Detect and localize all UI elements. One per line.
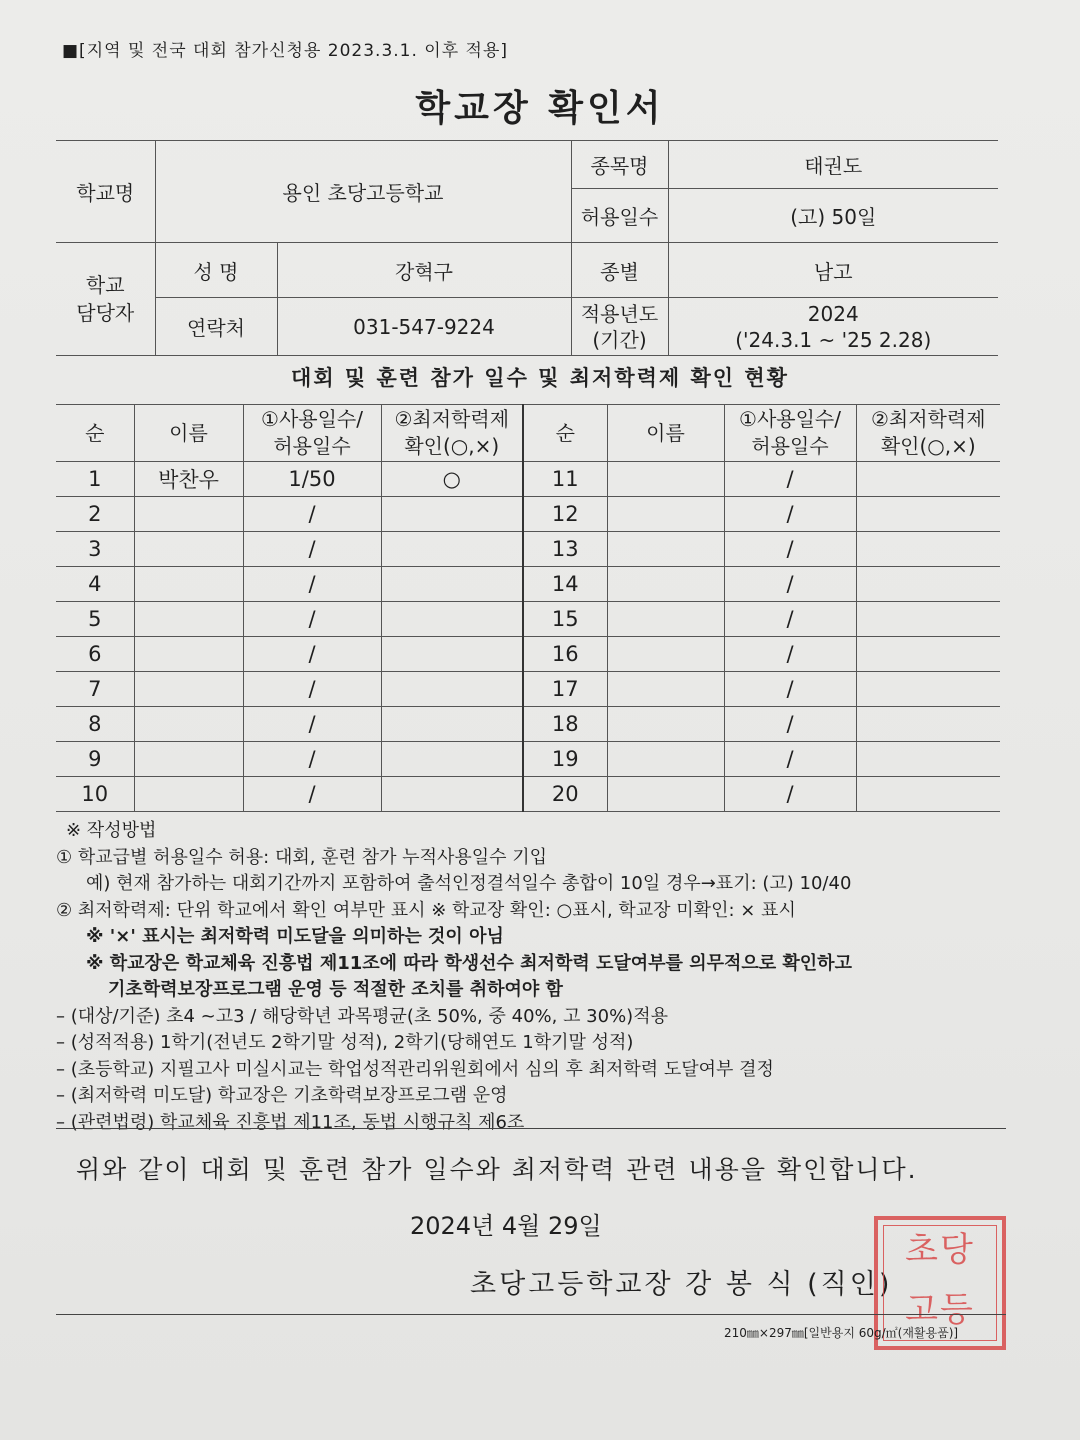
row-number: 4 [56, 567, 134, 602]
table-row [56, 532, 1000, 567]
used-days: / [243, 707, 381, 742]
used-days: / [243, 497, 381, 532]
student-name [607, 532, 724, 567]
divider [56, 1314, 1006, 1315]
min-academic-check [856, 462, 1000, 497]
min-academic-check [856, 602, 1000, 637]
used-days: / [243, 672, 381, 707]
student-name [607, 707, 724, 742]
form-usage-note: ■[지역 및 전국 대회 참가신청용 2023.3.1. 이후 적용] [62, 41, 509, 61]
student-name [607, 567, 724, 602]
apply-year-label: 적용년도 (기간) [571, 298, 668, 356]
used-days: / [724, 707, 856, 742]
instruction-line: – (초등학교) 지필고사 미실시교는 학업성적관리위원회에서 심의 후 최저학력 도달여부 결정 [56, 1058, 774, 1080]
principal-signature-line: 초당고등학교장 강 봉 식 (직인) [470, 1269, 893, 1300]
row-number: 13 [523, 532, 607, 567]
status-section-title: 대회 및 훈련 참가 일수 및 최저학력제 확인 현황 [291, 366, 789, 390]
student-name [134, 497, 243, 532]
min-academic-check [856, 637, 1000, 672]
school-name-value: 용인 초당고등학교 [155, 141, 571, 243]
table-row [56, 742, 1000, 777]
instruction-line: ① 학교급별 허용일수 허용: 대회, 훈련 참가 누적사용일수 기입 [56, 846, 548, 868]
min-academic-check [856, 707, 1000, 742]
sport-label: 종목명 [571, 141, 668, 189]
student-name [134, 567, 243, 602]
row-number: 7 [56, 672, 134, 707]
row-number: 18 [523, 707, 607, 742]
used-days: / [724, 742, 856, 777]
student-name [134, 777, 243, 812]
table-row [56, 462, 1000, 497]
allowed-days-label: 허용일수 [571, 189, 668, 243]
paper-spec: 210㎜×297㎜[일반용지 60g/㎡(재활용품)] [724, 1326, 959, 1340]
header-name: 이름 [134, 405, 243, 462]
table-row [56, 637, 1000, 672]
used-days: / [243, 567, 381, 602]
used-days: 1/50 [243, 462, 381, 497]
row-number: 14 [523, 567, 607, 602]
student-name [607, 672, 724, 707]
manager-name-label: 성 명 [155, 243, 277, 298]
used-days: / [724, 777, 856, 812]
used-days: / [724, 567, 856, 602]
min-academic-check [856, 567, 1000, 602]
instruction-line: ② 최저학력제: 단위 학교에서 확인 여부만 표시 ※ 학교장 확인: ○표시, 학교장 미확인: × 표시 [56, 899, 796, 921]
used-days: / [724, 602, 856, 637]
row-number: 16 [523, 637, 607, 672]
contact-value: 031-547-9224 [277, 298, 571, 356]
min-academic-check [856, 777, 1000, 812]
instruction-line: – (성적적용) 1학기(전년도 2학기말 성적), 2학기(당해연도 1학기말 성적) [56, 1032, 634, 1053]
header-used-days: ①사용일수/ 허용일수 [243, 405, 381, 462]
student-name [607, 742, 724, 777]
row-number: 5 [56, 602, 134, 637]
instruction-line: – (대상/기준) 초4 ~고3 / 해당학년 과목평균(초 50%, 중 40%, 고 30%)적용 [56, 1005, 668, 1027]
row-number: 9 [56, 742, 134, 777]
student-name [607, 497, 724, 532]
header-name: 이름 [607, 405, 724, 462]
student-name [134, 707, 243, 742]
used-days: / [243, 742, 381, 777]
min-academic-check [856, 497, 1000, 532]
student-name [134, 742, 243, 777]
table-row [56, 567, 1000, 602]
row-number: 2 [56, 497, 134, 532]
row-number: 1 [56, 462, 134, 497]
used-days: / [724, 672, 856, 707]
row-number: 11 [523, 462, 607, 497]
min-academic-check [856, 742, 1000, 777]
student-name [134, 602, 243, 637]
table-row [56, 777, 1000, 812]
issue-date: 2024년 4월 29일 [410, 1212, 602, 1240]
row-number: 12 [523, 497, 607, 532]
category-value: 남고 [668, 243, 998, 298]
instructions-heading: ※ 작성방법 [66, 820, 157, 841]
row-number: 10 [56, 777, 134, 812]
header-no: 순 [523, 405, 607, 462]
student-name [134, 637, 243, 672]
min-academic-check [381, 672, 523, 707]
min-academic-check [381, 497, 523, 532]
row-number: 17 [523, 672, 607, 707]
used-days: / [724, 462, 856, 497]
student-name [607, 602, 724, 637]
row-number: 3 [56, 532, 134, 567]
writing-instructions [56, 818, 1016, 1136]
table-row [56, 672, 1000, 707]
min-academic-check [381, 742, 523, 777]
instruction-line: ※ 학교장은 학교체육 진흥법 제11조에 따라 학생선수 최저학력 도달여부를 의무적으로 확인하고 [86, 952, 852, 974]
divider [56, 1128, 1006, 1129]
min-academic-check: ○ [381, 462, 523, 497]
min-academic-check [381, 567, 523, 602]
header-min-academic-check: ②최저학력제 확인(○,×) [381, 405, 523, 462]
used-days: / [724, 497, 856, 532]
min-academic-check [856, 532, 1000, 567]
used-days: / [243, 777, 381, 812]
seal-text: 초당고등 [905, 1230, 975, 1330]
manager-label: 학교 담당자 [56, 243, 155, 356]
confirmation-statement: 위와 같이 대회 및 훈련 참가 일수와 최저학력 관련 내용을 확인합니다. [76, 1155, 918, 1184]
header-no: 순 [56, 405, 134, 462]
apply-year-value: 2024 ('24.3.1 ~ '25 2.28) [668, 298, 998, 356]
participation-status-table [56, 404, 1000, 812]
row-number: 15 [523, 602, 607, 637]
student-name [134, 532, 243, 567]
header-min-academic-check: ②최저학력제 확인(○,×) [856, 405, 1000, 462]
instruction-line: 예) 현재 참가하는 대회기간까지 포함하여 출석인정결석일수 총합이 10일 경우→표기: (고) 10/40 [86, 873, 852, 894]
document-title: 학교장 확인서 [415, 88, 665, 129]
instruction-line: – (관련법령) 학교체육 진흥법 제11조, 동법 시행규칙 제6조 [56, 1111, 525, 1133]
student-name [607, 777, 724, 812]
row-number: 20 [523, 777, 607, 812]
min-academic-check [381, 637, 523, 672]
table-row [56, 707, 1000, 742]
category-label: 종별 [571, 243, 668, 298]
sport-value: 태권도 [668, 141, 998, 189]
student-name: 박찬우 [134, 462, 243, 497]
info-table [56, 140, 998, 356]
min-academic-check [381, 777, 523, 812]
manager-name-value: 강혁구 [277, 243, 571, 298]
contact-label: 연락처 [155, 298, 277, 356]
used-days: / [243, 602, 381, 637]
row-number: 19 [523, 742, 607, 777]
allowed-days-value: (고) 50일 [668, 189, 998, 243]
row-number: 8 [56, 707, 134, 742]
min-academic-check [381, 602, 523, 637]
instruction-line: 기초학력보장프로그램 운영 등 적절한 조치를 취하여야 함 [108, 979, 563, 1000]
table-row [56, 602, 1000, 637]
min-academic-check [856, 672, 1000, 707]
used-days: / [243, 637, 381, 672]
student-name [607, 462, 724, 497]
instruction-line: – (최저학력 미도달) 학교장은 기초학력보장프로그램 운영 [56, 1085, 508, 1106]
school-name-label: 학교명 [56, 141, 155, 243]
min-academic-check [381, 707, 523, 742]
used-days: / [724, 532, 856, 567]
used-days: / [243, 532, 381, 567]
header-used-days: ①사용일수/ 허용일수 [724, 405, 856, 462]
row-number: 6 [56, 637, 134, 672]
instruction-line: ※ '×' 표시는 최저학력 미도달을 의미하는 것이 아님 [86, 926, 504, 947]
student-name [134, 672, 243, 707]
table-row [56, 497, 1000, 532]
student-name [607, 637, 724, 672]
used-days: / [724, 637, 856, 672]
min-academic-check [381, 532, 523, 567]
